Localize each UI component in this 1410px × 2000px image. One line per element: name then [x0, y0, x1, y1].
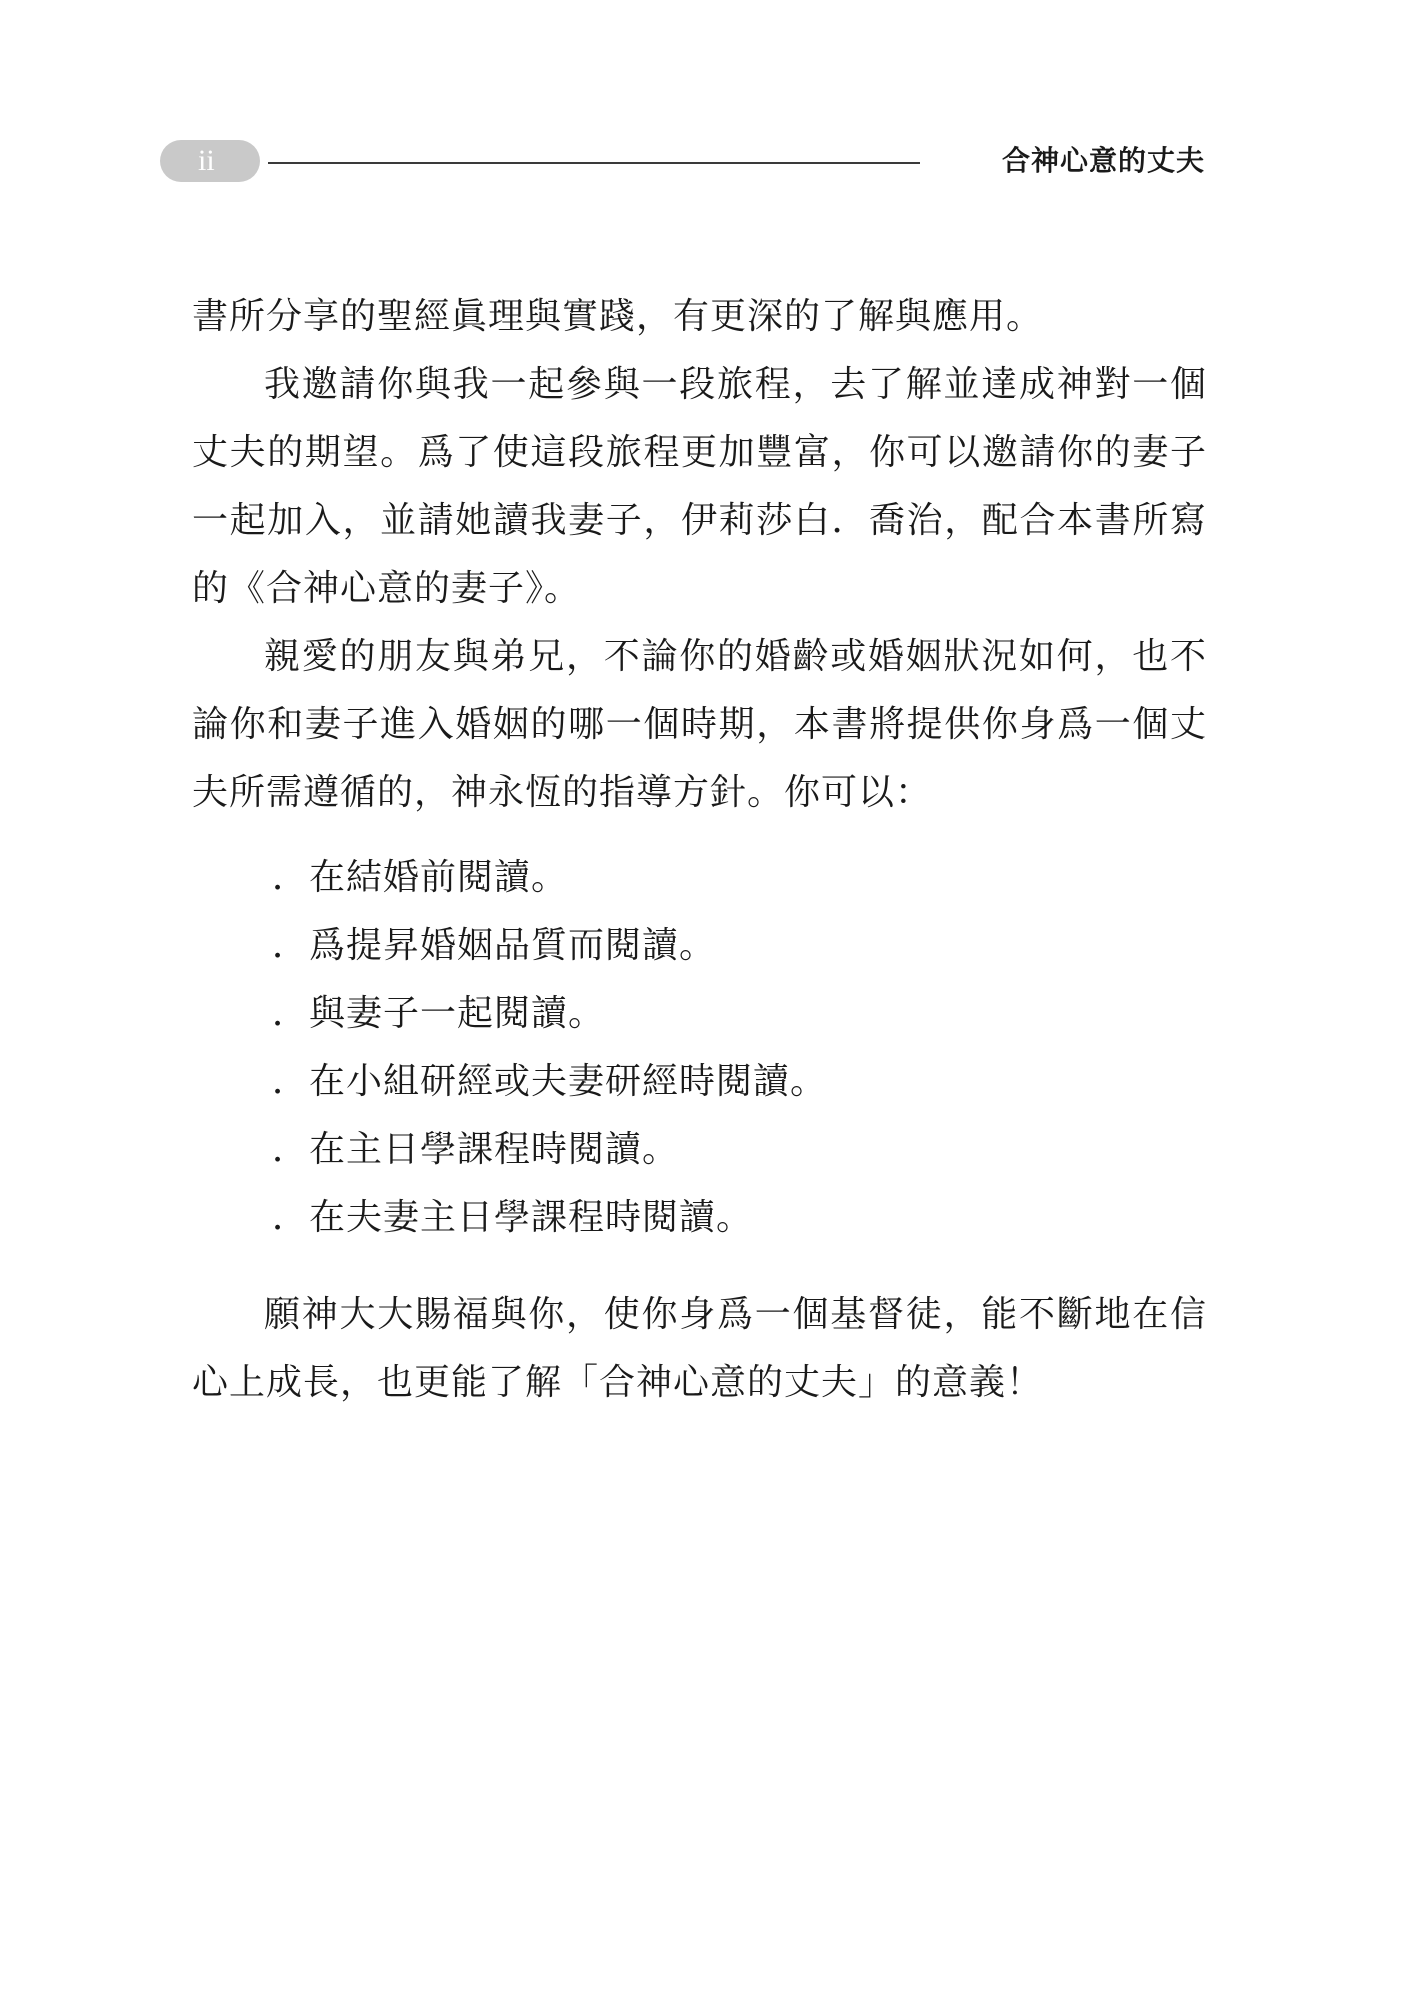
page-body [192, 283, 1207, 1417]
paragraph-guidance: 親愛的朋友與弟兄，不論你的婚齡或婚姻狀況如何，也不論你和妻子進入婚姻的哪一個時期，本書將提供你身爲一個丈夫所需遵循的，神永恆的指導方針。你可以： [192, 636, 1207, 813]
header-rule [268, 162, 920, 164]
list-item: ．與妻子一起閱讀。 [272, 993, 606, 1034]
list-item: ．在主日學課程時閱讀。 [272, 1129, 680, 1170]
running-title: 合神心意的丈夫 [1001, 144, 1205, 177]
page-number: ii [198, 144, 215, 177]
paragraph-continued: 書所分享的聖經眞理與實踐，有更深的了解與應用。 [192, 296, 1044, 337]
page-number-badge [160, 140, 260, 182]
paragraph-invitation: 我邀請你與我一起參與一段旅程，去了解並達成神對一個丈夫的期望。爲了使這段旅程更加豐富，你可以邀請你的妻子一起加入，並請她讀我妻子，伊莉莎白．喬治，配合本書所寫的《合神心意的妻子》。 [192, 364, 1207, 609]
list-item: ．在結婚前閱讀。 [272, 857, 569, 898]
paragraph-blessing: 願神大大賜福與你，使你身爲一個基督徒，能不斷地在信心上成長，也更能了解「合神心意的丈夫」的意義！ [192, 1294, 1207, 1403]
list-item: ．在夫妻主日學課程時閱讀。 [272, 1197, 754, 1238]
reading-suggestions-list [192, 844, 1207, 1252]
list-item: ．爲提昇婚姻品質而閱讀。 [272, 925, 717, 966]
list-item: ．在小組研經或夫妻研經時閱讀。 [272, 1061, 828, 1102]
